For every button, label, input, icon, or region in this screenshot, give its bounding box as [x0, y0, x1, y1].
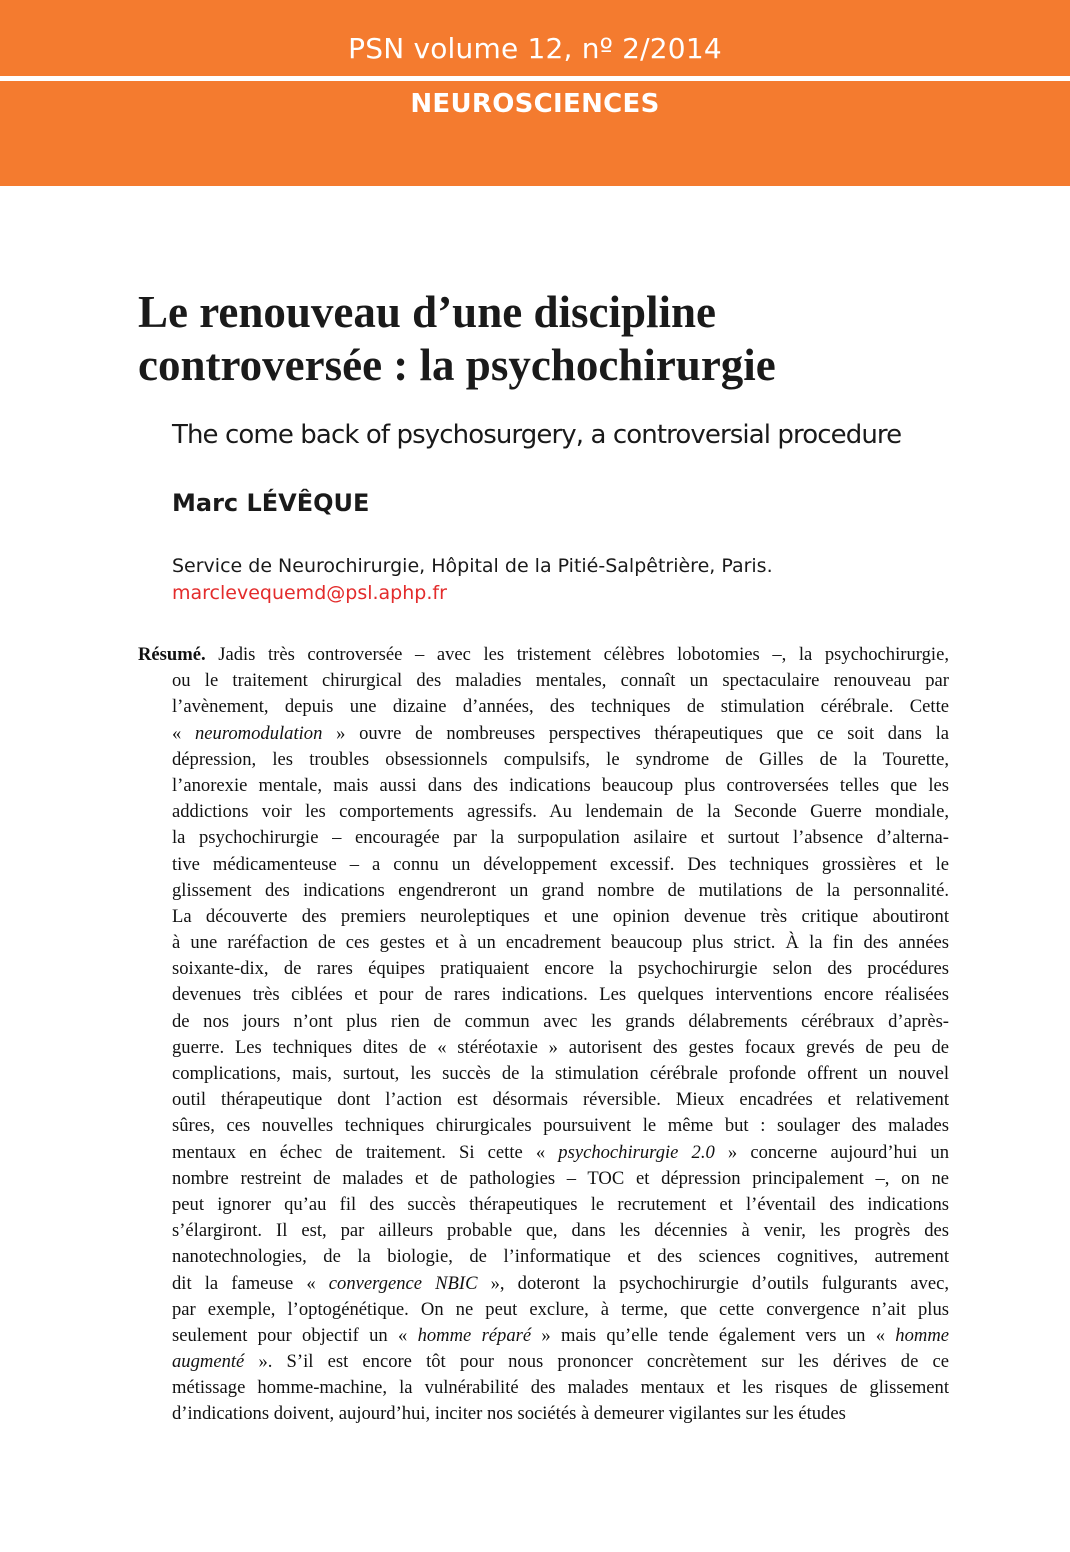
- abstract-line: [138, 694, 949, 720]
- abstract-line: [138, 1297, 949, 1323]
- abstract-line: [138, 1009, 949, 1035]
- abstract-line: [138, 1401, 949, 1427]
- abstract-text: guerre. Les techniques dites de « stéréotaxie » autorisent des gestes focaux grevés de peu de: [172, 1036, 949, 1058]
- abstract-line: [138, 1035, 949, 1061]
- banner-divider: [0, 76, 1070, 81]
- abstract-text: seulement pour objectif un «: [172, 1324, 418, 1346]
- abstract-text: de nos jours n’ont plus rien de commun avec les grands délabrements cérébraux d’après-: [172, 1010, 949, 1032]
- abstract-text: ou le traitement chirurgical des maladies mentales, connaît un spectaculaire renouveau par: [172, 670, 949, 692]
- abstract-text: glissement des indications engendreront un grand nombre de mutilations de la personnalité.: [172, 879, 949, 901]
- abstract-text: d’indications doivent, aujourd’hui, inciter nos sociétés à demeurer vigilantes sur les études: [172, 1403, 846, 1425]
- abstract-text: dépression, les troubles obsessionnels compulsifs, le syndrome de Gilles de la Tourette,: [172, 748, 949, 770]
- abstract-line: [138, 721, 949, 747]
- abstract-text: par exemple, l’optogénétique. On ne peut exclure, à terme, que cette convergence n’ait plus: [172, 1298, 949, 1320]
- abstract-line: [138, 1349, 949, 1375]
- abstract-line: [138, 1061, 949, 1087]
- abstract-line: [138, 773, 949, 799]
- abstract-text: » mais qu’elle tende également vers un «: [531, 1324, 896, 1346]
- abstract-line: [138, 1113, 949, 1139]
- journal-issue: PSN volume 12, nº 2/2014: [348, 32, 722, 65]
- abstract-text: dit la fameuse «: [172, 1272, 329, 1294]
- abstract-line: [138, 1087, 949, 1113]
- abstract-line: [138, 982, 949, 1008]
- title-line-2: controversée : la psychochirurgie: [138, 340, 776, 390]
- author-affiliation: Service de Neurochirurgie, Hôpital de la Pitié-Salpêtrière, Paris.: [172, 555, 773, 577]
- abstract-text: métissage homme-machine, la vulnérabilité des malades mentaux et les risques de glissement: [172, 1377, 949, 1399]
- abstract-text: devenues très ciblées et pour de rares indications. Les quelques interventions encore réalisées: [172, 984, 949, 1006]
- author-name: Marc LÉVÊQUE: [172, 489, 370, 517]
- abstract-line: [138, 747, 949, 773]
- abstract-line: [138, 825, 949, 851]
- abstract-text: peut ignorer qu’au fil des succès thérapeutiques le recrutement et l’éventail des indications: [172, 1193, 949, 1215]
- abstract-text: l’anorexie mentale, mais aussi dans des indications beaucoup plus controversées telles que les: [172, 774, 949, 796]
- abstract-text: nombre restreint de malades et de pathologies – TOC et dépression principalement –, on ne: [172, 1167, 949, 1189]
- abstract: [138, 642, 949, 1428]
- abstract-line: [138, 1323, 949, 1349]
- abstract-text: l’avènement, depuis une dizaine d’années, des techniques de stimulation cérébrale. Cette: [172, 696, 949, 718]
- abstract-text: », doteront la psychochirurgie d’outils fulgurants avec,: [477, 1272, 949, 1294]
- abstract-line: [138, 1192, 949, 1218]
- abstract-italic-term: homme: [895, 1324, 949, 1346]
- abstract-text: La découverte des premiers neuroleptiques et une opinion devenue très critique aboutiront: [172, 905, 949, 927]
- abstract-line: [138, 956, 949, 982]
- abstract-text: à une raréfaction de ces gestes et à un encadrement beaucoup plus strict. À la fin des années: [172, 932, 949, 954]
- author-email-link[interactable]: marclevequemd@psl.aphp.fr: [172, 582, 447, 604]
- abstract-line: [138, 642, 949, 668]
- abstract-line: [138, 878, 949, 904]
- abstract-text: addictions voir les comportements agressifs. Au lendemain de la Seconde Guerre mondiale,: [172, 801, 949, 823]
- abstract-italic-term: convergence NBIC: [328, 1272, 478, 1294]
- abstract-italic-term: homme réparé: [417, 1324, 532, 1346]
- abstract-line: [138, 1244, 949, 1270]
- abstract-line: [138, 668, 949, 694]
- abstract-line: [138, 1375, 949, 1401]
- abstract-line: [138, 1218, 949, 1244]
- abstract-text: «: [172, 722, 195, 744]
- abstract-text: » ouvre de nombreuses perspectives thérapeutiques que ce soit dans la: [322, 722, 949, 744]
- abstract-italic-term: psychochirurgie 2.0: [558, 1141, 715, 1163]
- abstract-label: Résumé.: [138, 644, 206, 665]
- journal-banner: [0, 0, 1070, 186]
- abstract-italic-term: augmenté: [172, 1351, 245, 1373]
- abstract-text: la psychochirurgie – encouragée par la surpopulation asilaire et surtout l’absence d’alterna-: [172, 827, 949, 849]
- abstract-line: [138, 1166, 949, 1192]
- section-label: NEUROSCIENCES: [410, 89, 660, 119]
- abstract-text: mentaux en échec de traitement. Si cette «: [172, 1141, 559, 1163]
- title-line-1: Le renouveau d’une discipline: [138, 287, 717, 337]
- abstract-italic-term: neuromodulation: [194, 722, 323, 744]
- abstract-text: sûres, ces nouvelles techniques chirurgicales poursuivent le même but : soulager des malades: [172, 1115, 949, 1137]
- abstract-text: soixante-dix, de rares équipes pratiquaient encore la psychochirurgie selon des procédures: [172, 958, 949, 980]
- abstract-text: tive médicamenteuse – a connu un développement excessif. Des techniques grossières et le: [172, 853, 949, 875]
- abstract-line: [138, 1140, 949, 1166]
- abstract-text: Jadis très controversée – avec les tristement célèbres lobotomies –, la psychochirurgie,: [218, 644, 949, 665]
- abstract-text: » concerne aujourd’hui un: [714, 1141, 949, 1163]
- abstract-line: [138, 904, 949, 930]
- english-subtitle: The come back of psychosurgery, a controversial procedure: [172, 420, 902, 450]
- abstract-text: complications, mais, surtout, les succès de la stimulation cérébrale profonde offrent un nouvel: [172, 1063, 949, 1084]
- abstract-line: [138, 930, 949, 956]
- abstract-line: [138, 799, 949, 825]
- abstract-line: [138, 852, 949, 878]
- abstract-text: outil thérapeutique dont l’action est désormais réversible. Mieux encadrées et relativement: [172, 1089, 949, 1111]
- abstract-text: ». S’il est encore tôt pour nous prononcer concrètement sur les dérives de ce: [244, 1351, 949, 1373]
- abstract-line: [138, 1271, 949, 1297]
- abstract-text: nanotechnologies, de la biologie, de l’informatique et des sciences cognitives, autrement: [172, 1246, 949, 1268]
- abstract-text: s’élargiront. Il est, par ailleurs probable que, dans les décennies à venir, les progrès des: [172, 1220, 949, 1242]
- article-title: [138, 286, 998, 392]
